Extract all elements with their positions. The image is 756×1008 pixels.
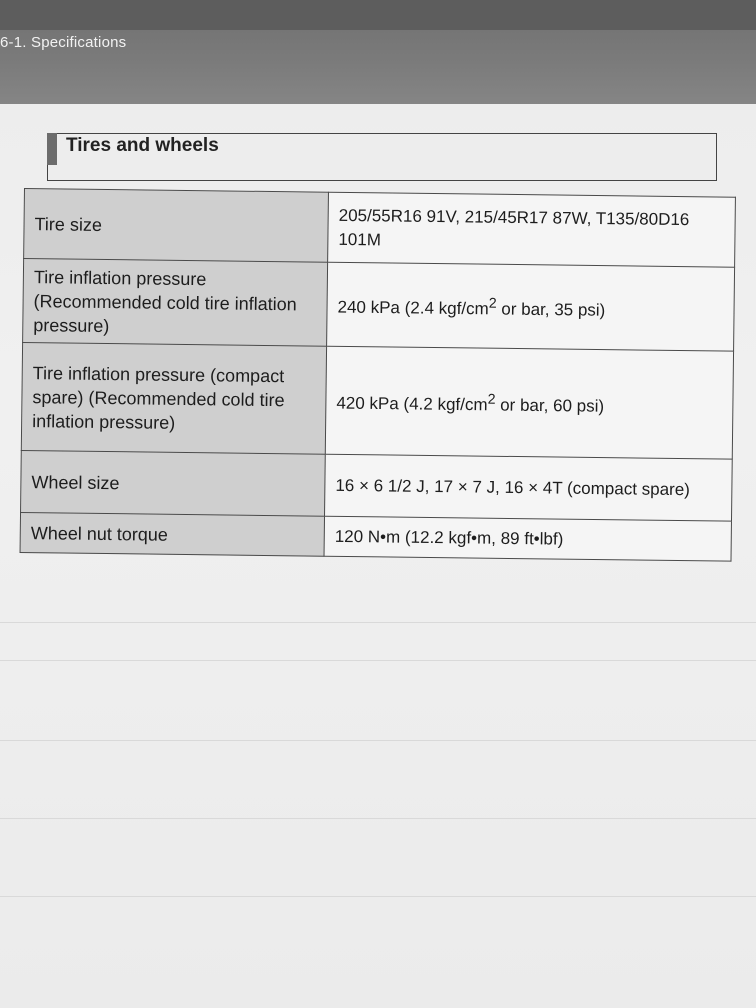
show-through-rule: [0, 896, 756, 897]
row-value-wheel-nut-torque: 120 N•m (12.2 kgf•m, 89 ft•lbf): [324, 516, 731, 561]
table-row: [20, 512, 731, 561]
row-value-tire-pressure: [327, 262, 735, 351]
table-row: [21, 450, 733, 521]
value-text: 420 kPa (4.2 kgf/cm: [336, 393, 488, 415]
row-label-tire-size: Tire size: [24, 189, 329, 263]
table-row: [23, 259, 735, 352]
row-value-tire-size: 205/55R16 91V, 215/45R17 87W, T135/80D16 101M: [328, 192, 736, 267]
value-superscript: 2: [487, 391, 496, 408]
row-value-spare-pressure: [325, 346, 733, 459]
row-label-wheel-nut-torque: Wheel nut torque: [20, 512, 324, 556]
header-top-strip: [0, 0, 756, 30]
show-through-rule: [0, 660, 756, 661]
row-label-tire-pressure: Tire inflation pressure (Recommended cold tire inflation pressure): [23, 259, 328, 347]
show-through-rule: [0, 818, 756, 819]
row-label-spare-pressure: Tire inflation pressure (compact spare) (Recommended cold tire inflation pressure): [21, 342, 326, 454]
table-row: [21, 342, 733, 459]
section-title: Tires and wheels: [66, 135, 219, 156]
value-text-end: or bar, 60 psi): [495, 395, 605, 416]
header-band: [0, 0, 756, 104]
value-text: 240 kPa (2.4 kgf/cm: [337, 297, 489, 319]
show-through-rule: [0, 622, 756, 623]
show-through-rule: [0, 740, 756, 741]
specifications-table: [20, 188, 736, 562]
section-title-accent: [47, 133, 57, 165]
value-superscript: 2: [488, 295, 497, 312]
section-label: 6-1. Specifications: [0, 34, 127, 51]
row-label-wheel-size: Wheel size: [21, 450, 326, 516]
table-row: [24, 189, 736, 268]
row-value-wheel-size: 16 × 6 1/2 J, 17 × 7 J, 16 × 4T (compact spare): [325, 454, 733, 521]
value-text-end: or bar, 35 psi): [496, 299, 606, 320]
